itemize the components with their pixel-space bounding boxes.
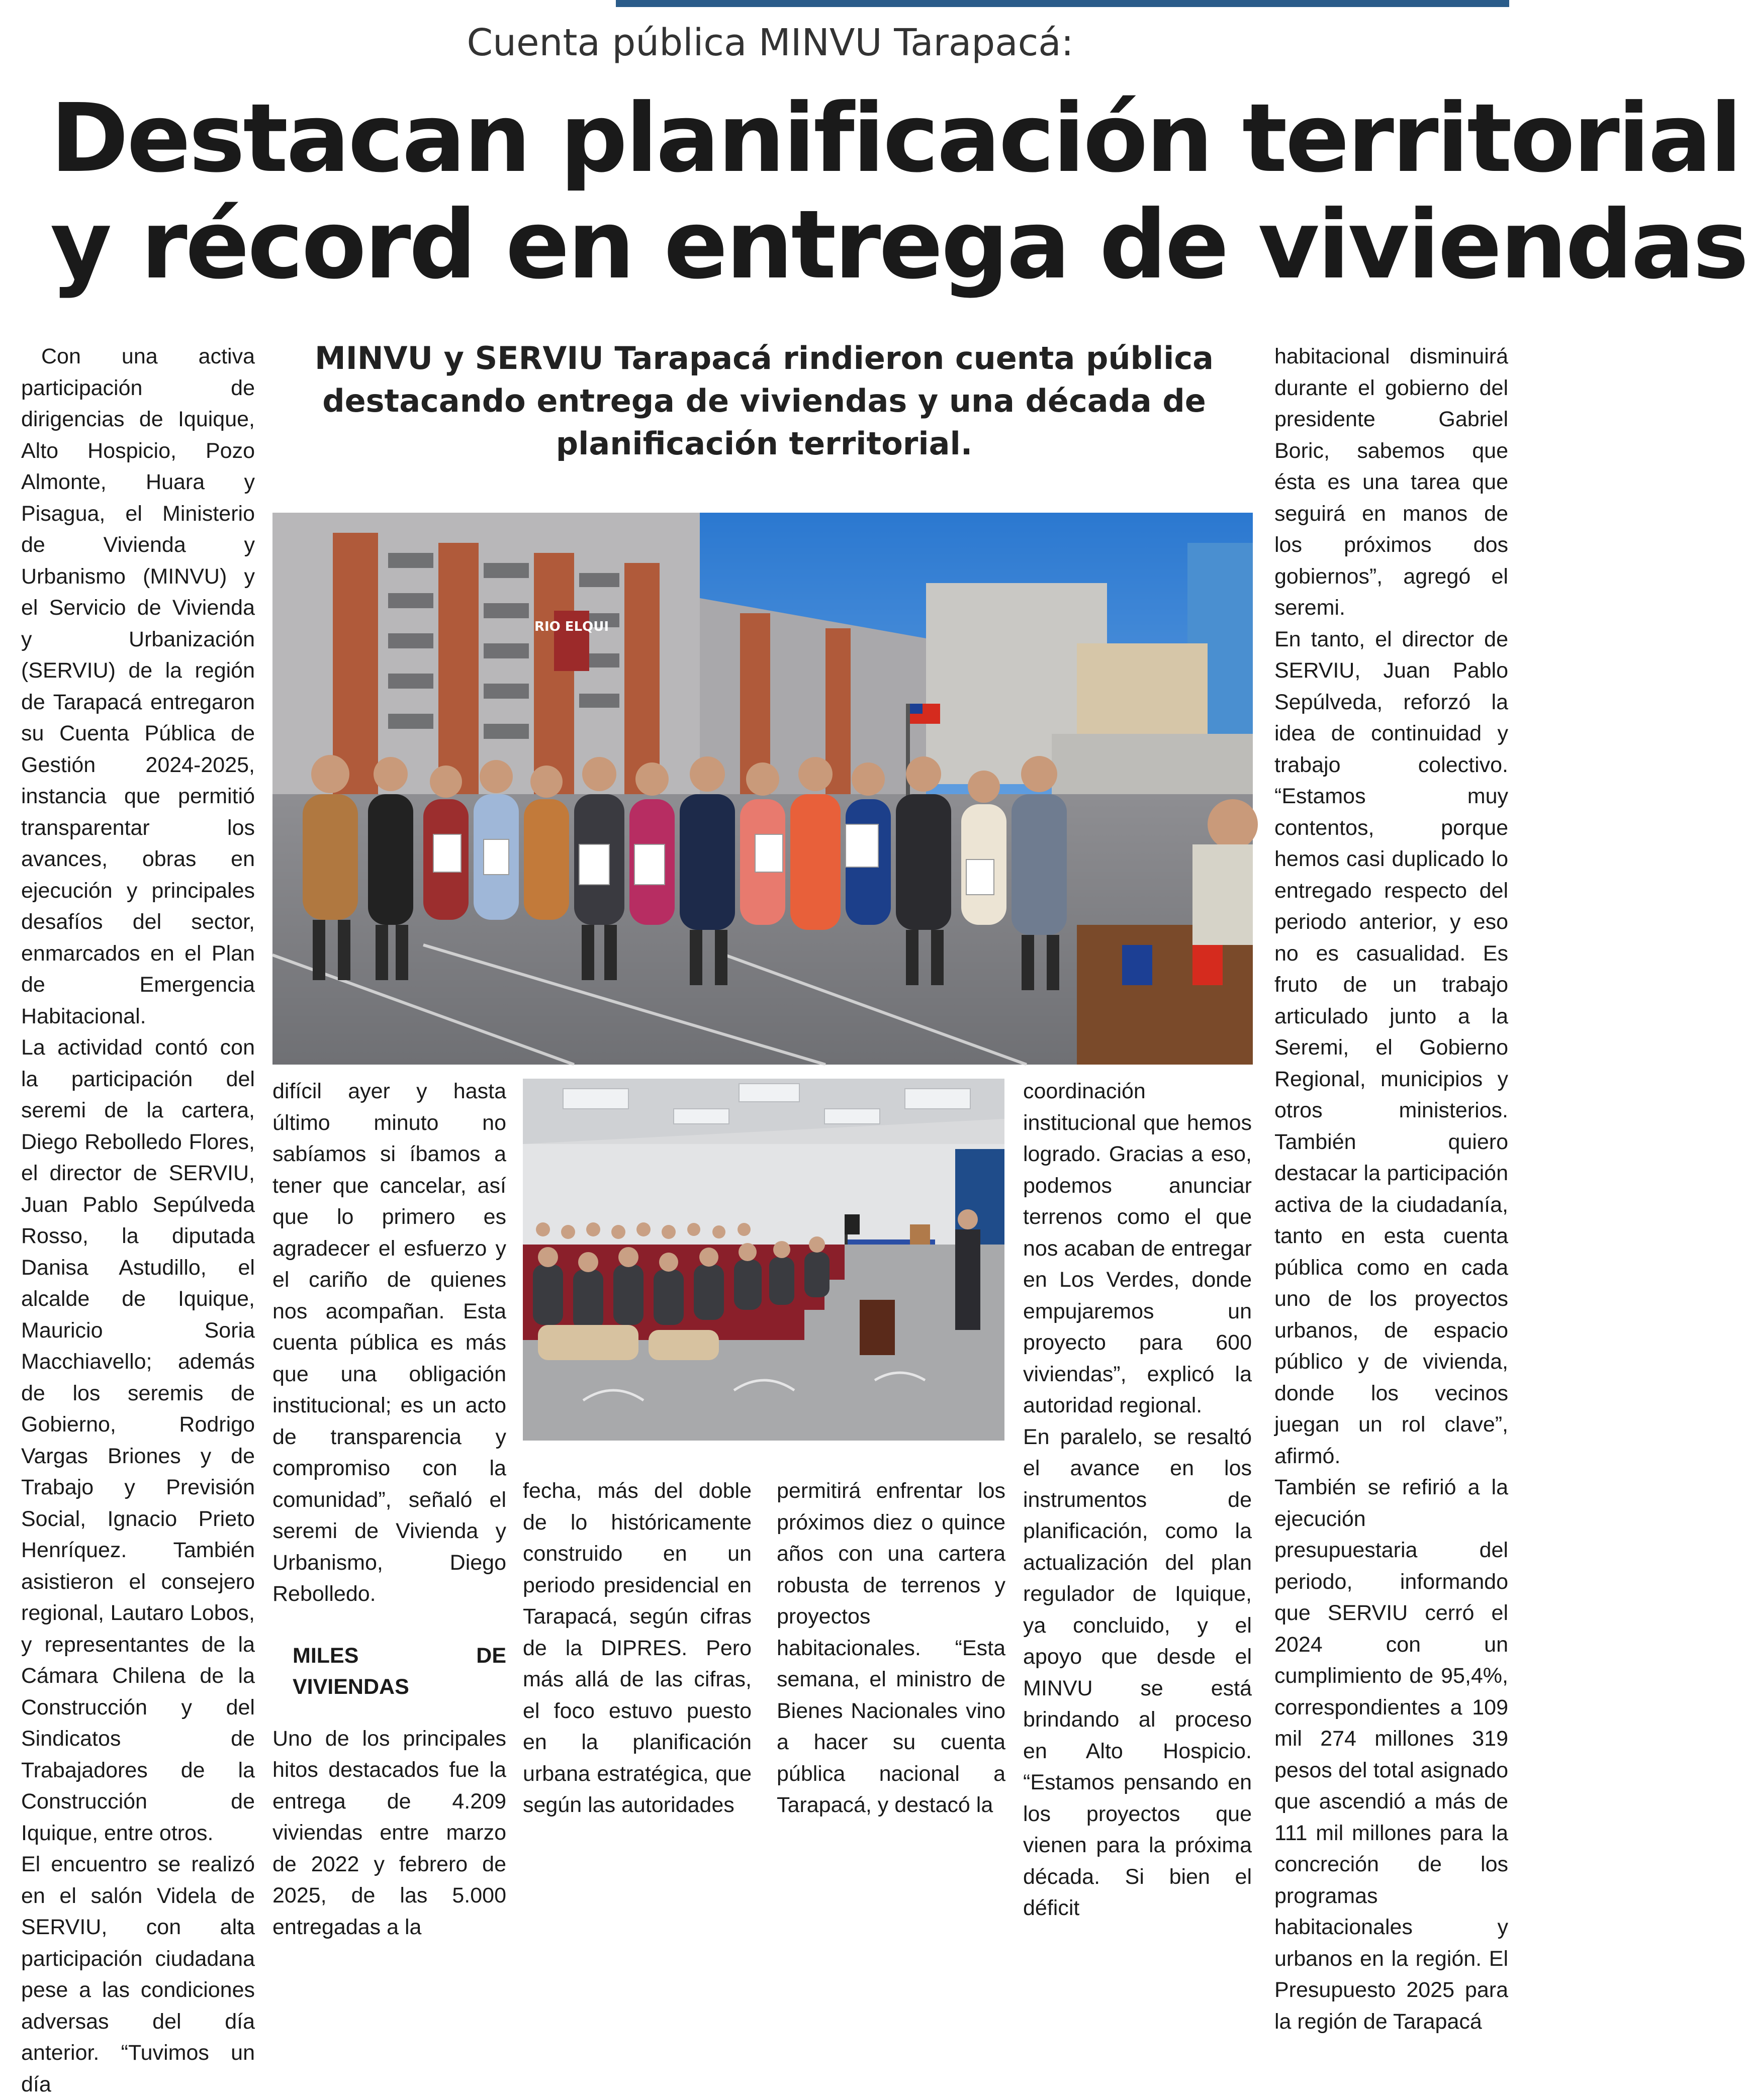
paragraph: Uno de los principales hitos destacados fue la entrega de 4.209 viviendas entre marzo de 2022 y febrero de 2025, de las 5.000 entregadas a la [272,1726,506,1939]
headline-line-2: y récord en entrega de viviendas [50,190,1747,300]
top-accent-bar [616,0,1509,7]
article-column-4 [777,1475,1005,1821]
deck: MINVU y SERVIU Tarapacá rindieron cuenta pública destacando entrega de viviendas y una década de planificación territorial. [315,340,1214,462]
headline [50,83,1747,300]
kicker: Cuenta pública MINVU Tarapacá: [467,21,1074,64]
paragraph: La actividad contó con la participación del seremi de la cartera, Diego Rebolledo Flores, el director de SERVIU, Juan Pablo Sepúlveda Rosso, la diputada Danisa Astudillo, el alcalde de Iquique, Mauricio Soria Macchiavello; además de los seremis de Gobierno, Rodrigo Vargas Briones y de Trabajo y Previsión Social, Ignacio Prieto Henríquez. También asistieron el consejero regional, Lautaro Lobos, y representantes de la Cámara Chilena de la Construcción y del Sindicatos de Trabajadores de la Construcción de Iquique, entre otros. [21,1035,255,1845]
auditorium-photo [523,1079,1004,1441]
paragraph: Con una activa participación de dirigencias de Iquique, Alto Hospicio, Pozo Almonte, Huara y Pisagua, el Ministerio de Vivienda y Urbanismo (MINVU) y el Servicio de Vivienda y Urbanización (SERVIU) de la región de Tarapacá entregaron su Cuenta Pública de Gestión 2024-2025, instancia que permitió transparentar los avances, obras en ejecución y principales desafíos del sector, enmarcados en el Plan de Emergencia Habitacional. [21,344,255,1028]
paragraph: En paralelo, se resaltó el avance en los instrumentos de planificación, como la actualización del plan regulador de Iquique, ya concluido, y el apoyo que desde el MINVU se está brindando al proceso en Alto Hospicio. “Estamos pensando en los proyectos que vienen para la próxima década. Si bien el déficit [1023,1424,1252,1920]
paragraph: El encuentro se realizó en el salón Videla de SERVIU, con alta participación ciudadana pese a las condiciones adversas del día anterior. “Tuvimos un día [21,1852,255,2096]
headline-line-1: Destacan planificación territorial [50,83,1740,194]
section-subhead: MILES DE VIVIENDAS [293,1643,506,1699]
paragraph: permitirá enfrentar los próximos diez o quince años con una cartera robusta de terrenos y proyectos habitacionales. “Esta semana, el ministro de Bienes Nacionales vino a hacer su cuenta pública nacional a Tarapacá, y destacó la [777,1479,1005,1817]
article-column-2 [272,1076,506,1943]
paragraph: difícil ayer y hasta último minuto no sabíamos si íbamos a tener que cancelar, así que lo primero es agradecer el esfuerzo y el cariño de quienes nos acompañan. Esta cuenta pública es más que una obligación institucional; es un acto de transparencia y compromiso con la comunidad”, señaló el seremi de Vivienda y Urbanismo, Diego Rebolledo. [272,1079,506,1606]
main-photo [272,513,1253,1065]
paragraph: También se refirió a la ejecución presupuestaria del periodo, informando que SERVIU cerró el 2024 con un cumplimiento de 95,4%, correspondientes a 109 mil 274 millones 319 pesos del total asignado que ascendió a más de 111 mil millones para la concreción de los programas habitacionales y urbanos en la región. El Presupuesto 2025 para la región de Tarapacá [1274,1475,1508,2034]
paragraph: En tanto, el director de SERVIU, Juan Pablo Sepúlveda, reforzó la idea de continuidad y trabajo colectivo. “Estamos muy contentos, porque hemos casi duplicado lo entregado respecto del periodo anterior, y eso no es casualidad. Es fruto de un trabajo articulado junto a la Seremi, el Gobierno Regional, municipios y otros ministerios. También quiero destacar la participación activa de la ciudadanía, tanto en esta cuenta pública como en cada uno de los proyectos urbanos, de espacio público y de vivienda, donde los vecinos juegan un rol clave”, afirmó. [1274,627,1508,1468]
article-column-1 [21,341,255,2100]
article-column-6 [1274,341,1508,2037]
paragraph: habitacional disminuirá durante el gobierno del presidente Gabriel Boric, sabemos que ésta es una tarea que seguirá en manos de los próximos dos gobiernos”, agregó el seremi. [1274,344,1508,620]
paragraph: fecha, más del doble de lo históricamente construido en un periodo presidencial en Tarapacá, según cifras de la DIPRES. Pero más allá de las cifras, el foco estuvo puesto en la planificación urbana estratégica, que según las autoridades [523,1479,752,1817]
building-sign: RIO ELQUI [534,619,609,634]
article-column-5 [1023,1076,1252,1924]
paragraph: coordinación institucional que hemos logrado. Gracias a eso, podemos anunciar terrenos como el que nos acaban de entregar en Los Verdes, donde empujaremos un proyecto para 600 viviendas”, explicó la autoridad regional. [1023,1079,1252,1417]
article-column-3 [523,1475,752,1821]
